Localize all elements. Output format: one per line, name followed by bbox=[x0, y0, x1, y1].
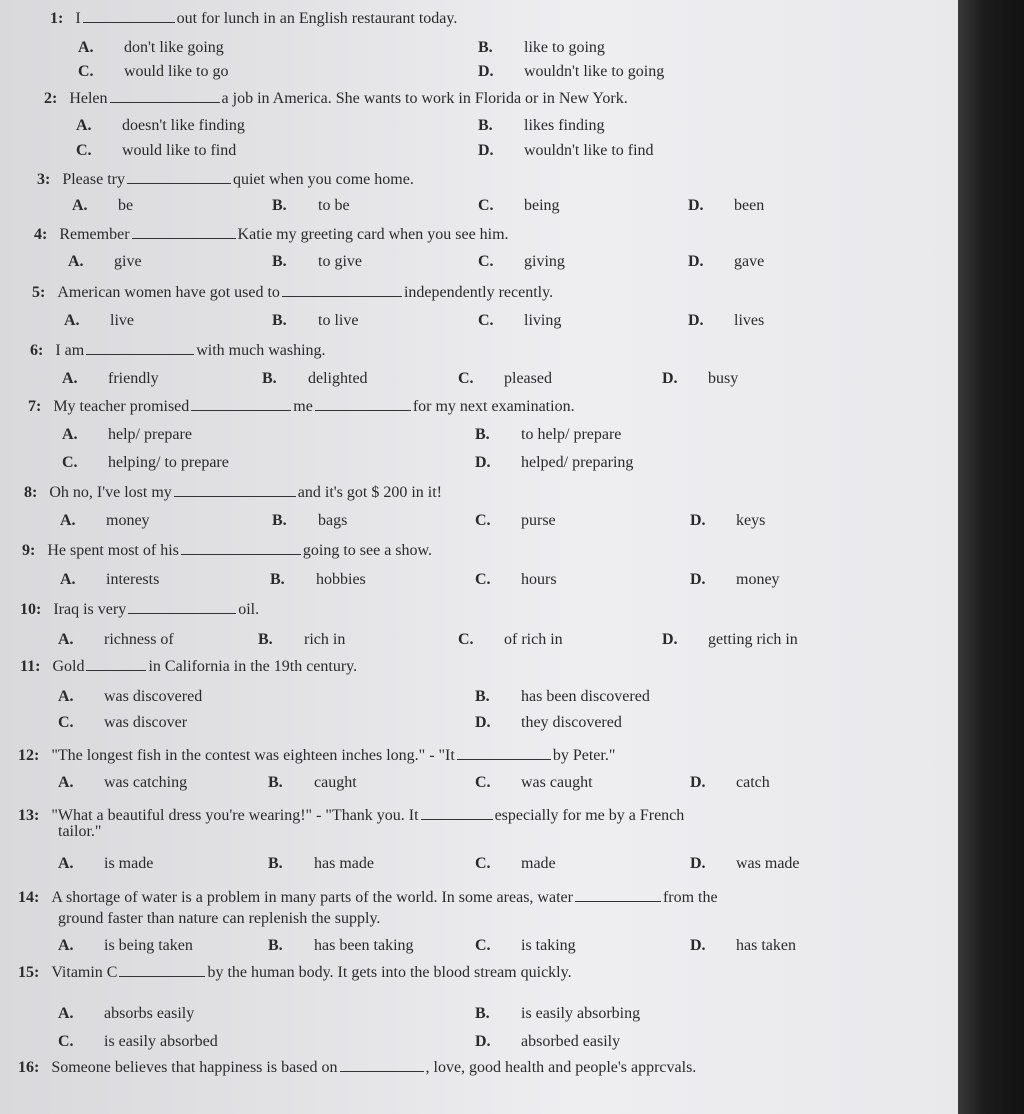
option-a bbox=[64, 312, 134, 330]
option-d bbox=[475, 714, 622, 732]
option-b bbox=[272, 312, 358, 330]
option-d bbox=[688, 312, 764, 330]
option-letter: B. bbox=[475, 688, 490, 705]
option-d bbox=[475, 454, 633, 472]
option-letter: C. bbox=[62, 454, 78, 471]
option-text: like to going bbox=[524, 39, 605, 56]
answer-blank bbox=[86, 657, 146, 671]
option-text: purse bbox=[521, 512, 556, 529]
option-text: has been taking bbox=[314, 937, 414, 954]
option-b bbox=[272, 197, 350, 215]
option-text: help/ prepare bbox=[108, 426, 192, 443]
option-letter: B. bbox=[478, 39, 493, 56]
option-text: made bbox=[521, 855, 556, 872]
option-text: interests bbox=[106, 571, 160, 588]
option-text: was made bbox=[736, 855, 800, 872]
option-text: being bbox=[524, 197, 560, 214]
question-text: Vitamin C bbox=[51, 964, 118, 981]
option-d bbox=[662, 370, 738, 388]
question-number: 12: bbox=[18, 747, 40, 764]
option-letter: A. bbox=[72, 197, 88, 214]
option-letter: B. bbox=[475, 426, 490, 443]
option-letter: A. bbox=[58, 631, 74, 648]
option-letter: C. bbox=[475, 937, 491, 954]
option-letter: D. bbox=[478, 142, 494, 159]
option-b bbox=[272, 253, 362, 271]
option-letter: B. bbox=[272, 253, 287, 270]
answer-blank bbox=[575, 888, 661, 902]
question-7 bbox=[28, 397, 575, 416]
option-c bbox=[58, 714, 187, 732]
option-letter: B. bbox=[268, 855, 283, 872]
question-number: 8: bbox=[24, 484, 38, 501]
option-d bbox=[690, 855, 800, 873]
answer-blank bbox=[110, 89, 220, 103]
answer-blank bbox=[119, 963, 205, 977]
option-text: don't like going bbox=[124, 39, 224, 56]
option-b bbox=[262, 370, 368, 388]
question-text: by Peter." bbox=[552, 747, 616, 764]
option-text: been bbox=[734, 197, 765, 214]
option-letter: D. bbox=[662, 631, 678, 648]
option-text: to help/ prepare bbox=[521, 426, 622, 443]
option-letter: C. bbox=[78, 63, 94, 80]
question-number: 6: bbox=[30, 342, 44, 359]
option-d bbox=[478, 142, 654, 160]
option-b bbox=[268, 855, 374, 873]
dark-background-edge bbox=[958, 0, 1024, 1114]
option-b bbox=[475, 426, 621, 444]
question-number: 2: bbox=[44, 90, 58, 107]
option-letter: B. bbox=[272, 512, 287, 529]
option-letter: C. bbox=[478, 253, 494, 270]
question-number: 5: bbox=[32, 284, 46, 301]
option-c bbox=[478, 197, 560, 215]
question-number: 4: bbox=[34, 226, 48, 243]
option-c bbox=[475, 937, 576, 955]
option-d bbox=[690, 937, 796, 955]
option-letter: A. bbox=[58, 937, 74, 954]
question-text: American women have got used to bbox=[57, 284, 280, 301]
option-letter: A. bbox=[76, 117, 92, 134]
option-letter: D. bbox=[475, 1033, 491, 1050]
option-text: to give bbox=[318, 253, 362, 270]
option-text: getting rich in bbox=[708, 631, 798, 648]
option-text: has made bbox=[314, 855, 374, 872]
option-a bbox=[62, 370, 159, 388]
option-letter: D. bbox=[690, 774, 706, 791]
option-letter: D. bbox=[688, 197, 704, 214]
option-a bbox=[72, 197, 133, 215]
option-letter: D. bbox=[688, 312, 704, 329]
question-text: me bbox=[293, 398, 313, 415]
option-letter: A. bbox=[78, 39, 94, 56]
option-text: was discover bbox=[104, 714, 188, 731]
question-text: with much washing. bbox=[196, 342, 326, 359]
option-text: rich in bbox=[304, 631, 346, 648]
question-text: Remember bbox=[59, 226, 130, 243]
option-b bbox=[268, 937, 414, 955]
option-letter: B. bbox=[272, 197, 287, 214]
option-text: caught bbox=[314, 774, 357, 791]
question-2 bbox=[44, 89, 628, 108]
option-letter: B. bbox=[475, 1005, 490, 1022]
option-text: to be bbox=[318, 197, 350, 214]
question-text: Helen bbox=[69, 90, 108, 107]
question-12 bbox=[18, 746, 615, 765]
option-letter: A. bbox=[58, 774, 74, 791]
option-letter: B. bbox=[270, 571, 285, 588]
option-a bbox=[58, 937, 193, 955]
option-text: living bbox=[524, 312, 562, 329]
option-b bbox=[258, 631, 345, 649]
option-d bbox=[662, 631, 798, 649]
question-text: "What a beautiful dress you're wearing!" - "Thank you. It bbox=[51, 807, 419, 824]
option-letter: C. bbox=[475, 512, 491, 529]
option-letter: C. bbox=[475, 571, 491, 588]
option-c bbox=[458, 370, 552, 388]
answer-blank bbox=[340, 1058, 424, 1072]
question-number: 11: bbox=[20, 658, 41, 675]
option-text: richness of bbox=[104, 631, 174, 648]
option-letter: A. bbox=[58, 1005, 74, 1022]
question-text: especially for me by a French bbox=[494, 807, 685, 824]
option-letter: C. bbox=[475, 855, 491, 872]
option-letter: C. bbox=[458, 631, 474, 648]
option-text: be bbox=[118, 197, 134, 214]
answer-blank bbox=[83, 9, 175, 23]
answer-blank bbox=[174, 483, 296, 497]
option-a bbox=[58, 855, 153, 873]
answer-blank bbox=[86, 341, 194, 355]
option-letter: B. bbox=[268, 937, 283, 954]
answer-blank bbox=[181, 541, 301, 555]
question-number: 9: bbox=[22, 542, 36, 559]
question-number: 14: bbox=[18, 889, 40, 906]
question-text: Gold bbox=[52, 658, 85, 675]
question-text: I am bbox=[55, 342, 85, 359]
option-a bbox=[58, 631, 174, 649]
question-text: oil. bbox=[238, 601, 260, 618]
option-text: wouldn't like to find bbox=[524, 142, 654, 159]
option-text: doesn't like finding bbox=[122, 117, 245, 134]
option-letter: D. bbox=[475, 454, 491, 471]
option-text: bags bbox=[318, 512, 348, 529]
question-11 bbox=[20, 657, 357, 676]
option-letter: C. bbox=[475, 774, 491, 791]
question-number: 1: bbox=[50, 10, 64, 27]
answer-blank bbox=[191, 397, 291, 411]
question-text: quiet when you come home. bbox=[232, 171, 414, 188]
option-text: wouldn't like to going bbox=[524, 63, 665, 80]
question-text: A shortage of water is a problem in many parts of the world. In some areas, water bbox=[51, 889, 573, 906]
option-d bbox=[475, 1033, 620, 1051]
question-text: Please try bbox=[62, 171, 125, 188]
question-9 bbox=[22, 541, 432, 560]
option-letter: C. bbox=[478, 197, 494, 214]
option-letter: D. bbox=[475, 714, 491, 731]
option-text: money bbox=[106, 512, 150, 529]
option-c bbox=[78, 63, 228, 81]
option-c bbox=[76, 142, 236, 160]
question-4 bbox=[34, 225, 509, 244]
option-letter: D. bbox=[478, 63, 494, 80]
question-14 bbox=[18, 888, 718, 907]
option-text: absorbed easily bbox=[521, 1033, 621, 1050]
option-d bbox=[478, 63, 664, 81]
question-text: and it's got $ 200 in it! bbox=[297, 484, 442, 501]
question-text: for my next examination. bbox=[412, 398, 575, 415]
option-letter: B. bbox=[258, 631, 273, 648]
option-text: friendly bbox=[108, 370, 159, 387]
option-c bbox=[478, 253, 565, 271]
question-text: He spent most of his bbox=[47, 542, 179, 559]
question-8 bbox=[24, 483, 442, 502]
option-letter: A. bbox=[58, 855, 74, 872]
option-c bbox=[475, 512, 556, 530]
question-number: 3: bbox=[37, 171, 51, 188]
option-letter: D. bbox=[688, 253, 704, 270]
question-text: from the bbox=[662, 889, 718, 906]
option-letter: C. bbox=[76, 142, 92, 159]
question-text: , love, good health and people's apprcvals. bbox=[425, 1059, 697, 1076]
question-6 bbox=[30, 341, 326, 360]
answer-blank bbox=[457, 746, 551, 760]
question-text: going to see a show. bbox=[302, 542, 433, 559]
option-text: to live bbox=[318, 312, 359, 329]
option-text: helped/ preparing bbox=[521, 454, 634, 471]
option-text: would like to go bbox=[124, 63, 229, 80]
option-b bbox=[475, 1005, 640, 1023]
option-text: money bbox=[736, 571, 780, 588]
option-letter: C. bbox=[478, 312, 494, 329]
option-letter: D. bbox=[690, 512, 706, 529]
option-b bbox=[475, 688, 650, 706]
option-text: would like to find bbox=[122, 142, 237, 159]
question-text: in California in the 19th century. bbox=[148, 658, 358, 675]
option-c bbox=[475, 855, 556, 873]
option-letter: A. bbox=[60, 571, 76, 588]
option-c bbox=[62, 454, 229, 472]
question-text: Someone believes that happiness is based on bbox=[51, 1059, 338, 1076]
option-text: live bbox=[110, 312, 134, 329]
question-text: I bbox=[75, 10, 81, 27]
question-1 bbox=[50, 9, 457, 28]
option-text: catch bbox=[736, 774, 770, 791]
question-10 bbox=[20, 600, 259, 619]
option-letter: A. bbox=[64, 312, 80, 329]
option-text: is easily absorbing bbox=[521, 1005, 641, 1022]
option-b bbox=[270, 571, 366, 589]
option-d bbox=[688, 197, 764, 215]
question-text: Iraq is very bbox=[53, 601, 127, 618]
option-text: giving bbox=[524, 253, 565, 270]
option-text: pleased bbox=[504, 370, 552, 387]
option-letter: D. bbox=[690, 571, 706, 588]
answer-blank bbox=[282, 283, 402, 297]
question-16 bbox=[18, 1058, 696, 1077]
option-letter: D. bbox=[662, 370, 678, 387]
option-text: has taken bbox=[736, 937, 796, 954]
option-a bbox=[58, 774, 187, 792]
option-letter: B. bbox=[478, 117, 493, 134]
question-15 bbox=[18, 963, 572, 982]
question-text: a job in America. She wants to work in Florida or in New York. bbox=[221, 90, 628, 107]
option-a bbox=[58, 688, 202, 706]
option-text: gave bbox=[734, 253, 765, 270]
option-letter: D. bbox=[690, 855, 706, 872]
option-letter: A. bbox=[62, 370, 78, 387]
option-letter: B. bbox=[268, 774, 283, 791]
question-text: My teacher promised bbox=[53, 398, 190, 415]
option-text: give bbox=[114, 253, 142, 270]
option-a bbox=[78, 39, 224, 57]
question-13 bbox=[18, 806, 684, 825]
question-3 bbox=[37, 170, 414, 189]
question-text: Oh no, I've lost my bbox=[49, 484, 172, 501]
option-letter: A. bbox=[68, 253, 84, 270]
question-text: out for lunch in an English restaurant today. bbox=[176, 10, 458, 27]
answer-blank bbox=[128, 600, 236, 614]
option-text: was catching bbox=[104, 774, 188, 791]
option-d bbox=[690, 571, 780, 589]
option-letter: D. bbox=[690, 937, 706, 954]
option-a bbox=[62, 426, 192, 444]
answer-blank bbox=[127, 170, 231, 184]
option-text: helping/ to prepare bbox=[108, 454, 229, 471]
question-number: 15: bbox=[18, 964, 40, 981]
option-text: hobbies bbox=[316, 571, 366, 588]
question-number: 13: bbox=[18, 807, 40, 824]
question-text-continued: ground faster than nature can replenish the supply. bbox=[58, 910, 381, 927]
option-letter: A. bbox=[60, 512, 76, 529]
option-d bbox=[690, 774, 770, 792]
question-text: by the human body. It gets into the blood stream quickly. bbox=[207, 964, 572, 981]
option-text: delighted bbox=[308, 370, 368, 387]
option-b bbox=[478, 39, 605, 57]
option-c bbox=[458, 631, 563, 649]
option-a bbox=[60, 571, 159, 589]
option-a bbox=[76, 117, 245, 135]
option-letter: B. bbox=[262, 370, 277, 387]
option-text: lives bbox=[734, 312, 765, 329]
option-text: busy bbox=[708, 370, 739, 387]
option-a bbox=[58, 1005, 194, 1023]
option-text: is made bbox=[104, 855, 154, 872]
option-letter: A. bbox=[62, 426, 78, 443]
question-number: 10: bbox=[20, 601, 42, 618]
option-text: is taking bbox=[521, 937, 576, 954]
option-a bbox=[68, 253, 142, 271]
option-c bbox=[478, 312, 561, 330]
option-d bbox=[690, 512, 765, 530]
option-c bbox=[58, 1033, 218, 1051]
option-letter: B. bbox=[272, 312, 287, 329]
option-text: is being taken bbox=[104, 937, 193, 954]
option-text: hours bbox=[521, 571, 557, 588]
option-text: absorbs easily bbox=[104, 1005, 195, 1022]
option-text: was caught bbox=[521, 774, 593, 791]
option-text: likes finding bbox=[524, 117, 605, 134]
question-number: 7: bbox=[28, 398, 42, 415]
option-b bbox=[478, 117, 604, 135]
question-text: "The longest fish in the contest was eighteen inches long." - "It bbox=[51, 747, 455, 764]
option-text: of rich in bbox=[504, 631, 563, 648]
option-a bbox=[60, 512, 150, 530]
answer-blank bbox=[315, 397, 411, 411]
option-letter: C. bbox=[58, 714, 74, 731]
question-text-continued: tailor." bbox=[58, 823, 102, 840]
question-5 bbox=[32, 283, 553, 302]
option-b bbox=[272, 512, 347, 530]
answer-blank bbox=[132, 225, 236, 239]
option-text: they discovered bbox=[521, 714, 622, 731]
option-letter: C. bbox=[458, 370, 474, 387]
option-c bbox=[475, 571, 557, 589]
answer-blank bbox=[421, 806, 493, 820]
option-text: keys bbox=[736, 512, 766, 529]
question-text: independently recently. bbox=[403, 284, 554, 301]
option-letter: C. bbox=[58, 1033, 74, 1050]
question-number: 16: bbox=[18, 1059, 40, 1076]
option-text: has been discovered bbox=[521, 688, 650, 705]
option-d bbox=[688, 253, 764, 271]
question-text: Katie my greeting card when you see him. bbox=[237, 226, 509, 243]
option-b bbox=[268, 774, 357, 792]
option-c bbox=[475, 774, 593, 792]
option-letter: A. bbox=[58, 688, 74, 705]
option-text: was discovered bbox=[104, 688, 203, 705]
option-text: is easily absorbed bbox=[104, 1033, 218, 1050]
